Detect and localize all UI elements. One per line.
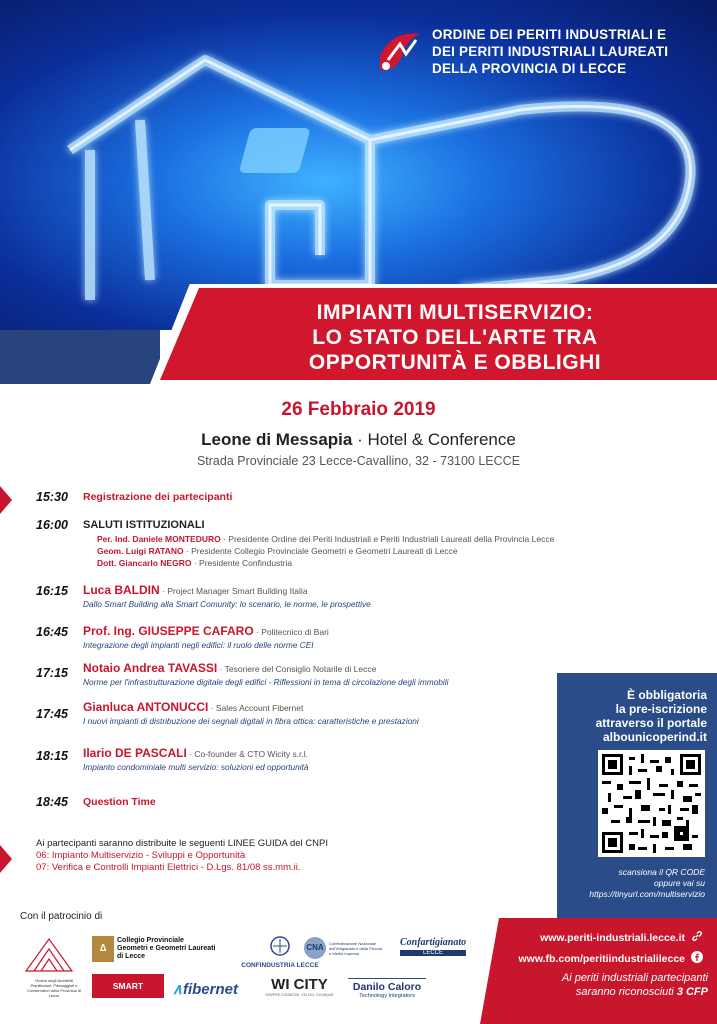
registration-line: la pre-iscrizione [615, 702, 707, 716]
guideline-item: 06: Impianto Multiservizio - Sviluppi e Opportunità [36, 850, 246, 861]
event-date: 26 Febbraio 2019 [281, 399, 436, 420]
slot-time: 16:00 [36, 518, 68, 532]
slot-content [83, 519, 563, 569]
org-line-3: DELLA PROVINCIA DI LECCE [432, 61, 627, 76]
facebook-icon [691, 951, 703, 966]
blue-strip [0, 330, 160, 384]
speaker-name: Dott. Giancarlo NEGRO [97, 558, 192, 568]
speaker-role: · Tesoriere del Consiglio Notarile di Lecce [217, 664, 377, 674]
event-venue [0, 430, 717, 450]
speaker-line [97, 533, 563, 545]
slot-time: 15:30 [36, 490, 68, 504]
talk-title: Integrazione degli impianti negli edifici: il ruolo delle norme CEI [83, 640, 314, 650]
danilo-text: Danilo Caloro [352, 981, 422, 993]
ordine-logo [372, 26, 432, 78]
collegio-line: Geometri e Geometri Laureati [117, 945, 216, 952]
side-marker-bottom [0, 845, 12, 873]
cna-logo [304, 937, 383, 959]
slot-time: 17:15 [36, 666, 68, 680]
website-link[interactable] [540, 930, 703, 945]
architetti-text: Ordine degli Architetti Pianificatori, Paesaggisti e Conservatori della Provincia di Lecce [26, 978, 82, 998]
slot-title: Question Time [83, 796, 156, 808]
cna-mark: CNA [304, 937, 326, 959]
confartigianato-logo [400, 937, 466, 956]
slot-time: 16:15 [36, 584, 68, 598]
speaker-role: · Presidente Confindustria [191, 558, 293, 568]
talk-title: Dallo Smart Building alla Smart Comunity: lo scenario, le norme, le prospettive [83, 599, 371, 609]
glass-cube [239, 128, 311, 173]
facebook-text: www.fb.com/peritiindustrialilecce [518, 952, 685, 965]
speaker-role: · Politecnico di Bari [253, 627, 329, 637]
slot-time: 18:45 [36, 795, 68, 809]
slot-content [83, 701, 563, 727]
slot-time: 16:45 [36, 625, 68, 639]
architetti-emblem-icon [24, 935, 74, 973]
cfp-line-2 [490, 985, 708, 999]
ordine-architetti-logo [24, 935, 84, 1010]
fibernet-logo [172, 980, 238, 998]
qr-code[interactable] [598, 750, 705, 857]
guideline-item: 07: Verifica e Controlli Impianti Elettrici - D.Lgs. 81/08 ss.mm.ii. [36, 862, 301, 873]
slot-content [83, 747, 563, 773]
wicity-logo [262, 976, 337, 997]
registration-line: È obbligatoria [626, 688, 707, 702]
speaker-name: Geom. Luigi RATANO [97, 546, 184, 556]
fibernet-swoosh-icon: ∧ [172, 981, 183, 998]
side-marker-top [0, 486, 12, 514]
speaker-name: Gianluca ANTONUCCI [83, 700, 209, 714]
speaker-name: Luca BALDIN [83, 583, 160, 597]
collegio-line: di Lecce [117, 953, 146, 960]
guidelines [36, 838, 328, 874]
smart-building-logo: SMART BUILDING [92, 974, 164, 998]
talk-title: Norme per l'infrastrutturazione digitale degli edifici - Riflessioni in tema di circolazione degli immobili [83, 677, 449, 687]
registration-line: attraverso il portale [595, 716, 707, 730]
confindustria-text: CONFINDUSTRIA LECCE [241, 962, 319, 969]
danilo-tagline: Technology Integrators [359, 993, 415, 999]
cfp-notice [490, 971, 708, 999]
link-icon [691, 930, 703, 945]
collegio-emblem-icon: ∆ [92, 936, 114, 962]
scan-url[interactable]: https://tinyurl.com/multiservizio [589, 889, 705, 899]
venue-rest: · Hotel & Conference [352, 430, 516, 449]
cfp-line-1: Ai periti industriali partecipanti [561, 972, 708, 984]
scan-line: scansiona il QR CODE [618, 867, 705, 877]
hero-image [0, 0, 717, 330]
event-title [205, 300, 705, 375]
cfp-line-2-text: saranno riconosciuti [575, 986, 677, 998]
confartigianato-city: LECCE [400, 950, 466, 956]
event-address: Strada Provinciale 23 Lecce-Cavallino, 32 - 73100 LECCE [196, 454, 521, 468]
speaker-role: · Presidente Ordine dei Periti Industriali e Periti Industriali Laureati della Provincia Lecce [220, 534, 555, 544]
scan-instructions [557, 867, 705, 900]
collegio-geometri-logo [92, 936, 215, 962]
qr-code-pattern [602, 754, 701, 853]
wicity-tagline: SEMPRE CONNESSI, VELOCI, OVUNQUE [265, 993, 334, 997]
slot-title: Registrazione dei partecipanti [83, 491, 233, 503]
slot-time: 18:15 [36, 749, 68, 763]
registration-text [557, 688, 707, 744]
speaker-name: Ilario DE PASCALI [83, 746, 187, 760]
venue-name: Leone di Messapia [201, 430, 353, 449]
organization-header [372, 26, 712, 78]
patronage-label: Con il patrocinio di [20, 911, 103, 922]
fibernet-text: fibernet [182, 981, 238, 998]
slot-content [83, 662, 563, 688]
slot-content [83, 584, 563, 610]
slot-time: 17:45 [36, 707, 68, 721]
collegio-line: Collegio Provinciale [117, 937, 184, 944]
talk-title: Impianto condominiale multi servizio: soluzioni ed opportunità [83, 762, 309, 772]
speaker-name: Per. Ind. Daniele MONTEDURO [97, 534, 221, 544]
speaker-name: Notaio Andrea TAVASSI [83, 661, 218, 675]
confartigianato-text: Confartigianato [400, 937, 467, 948]
org-line-2: DEI PERITI INDUSTRIALI LAUREATI [432, 44, 669, 59]
guidelines-intro: Ai partecipanti saranno distribuite le seguenti LINEE GUIDA del CNPI [36, 838, 329, 849]
scan-line: oppure vai su [653, 878, 705, 888]
org-line-1: ORDINE DEI PERITI INDUSTRIALI E [432, 27, 667, 42]
facebook-link[interactable] [519, 951, 703, 966]
talk-title: I nuovi impianti di distribuzione dei segnali digitali in fibra ottica: caratteristiche e prestazioni [83, 716, 419, 726]
wicity-text: WI CITY [271, 976, 328, 993]
slot-title: SALUTI ISTITUZIONALI [83, 519, 205, 531]
speaker-role: · Sales Account Fibernet [208, 703, 304, 713]
speaker-role: · Co-founder & CTO Wicity s.r.l. [186, 749, 309, 759]
cfp-credits: 3 CFP [676, 986, 708, 998]
speaker-role: · Project Manager Smart Building Italia [159, 586, 308, 596]
title-line-1: IMPIANTI MULTISERVIZIO: [316, 301, 594, 324]
registration-portal: albounicoperind.it [603, 730, 707, 744]
slot-content [83, 625, 563, 651]
speaker-line [97, 545, 563, 557]
confindustria-emblem-icon [268, 935, 292, 957]
danilo-caloro-logo [348, 978, 426, 999]
speaker-line [97, 557, 563, 569]
speaker-role: · Presidente Collegio Provinciale Geometri e Geometri Laureati di Lecce [183, 546, 458, 556]
title-line-2: LO STATO DELL'ARTE TRA [312, 326, 598, 349]
website-text: www.periti-industriali.lecce.it [540, 931, 685, 944]
speaker-name: Prof. Ing. GIUSEPPE CAFARO [83, 624, 254, 638]
title-line-3: OPPORTUNITÀ E OBBLIGHI [308, 351, 602, 374]
cna-text: Confederazione Nazionale dell'Artigianato e della Piccola e Media Impresa [329, 940, 383, 956]
